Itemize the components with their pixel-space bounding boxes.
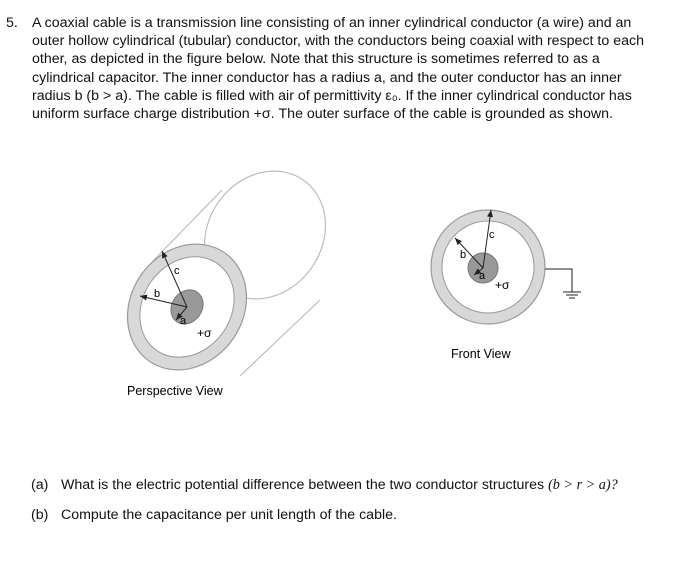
problem-line: radius b (b > a). The cable is filled with air of permittivity ε₀. If the inner cylindrical conductor has <box>32 87 632 104</box>
question-text: What is the electric potential difference between the two conductor structures <box>60 477 545 493</box>
question-text: Compute the capacitance per unit length of the cable. <box>60 507 397 523</box>
problem-line: uniform surface charge distribution +σ. The outer surface of the cable is grounded as shown. <box>32 106 613 123</box>
label-a: a <box>180 315 187 327</box>
ground-wire <box>545 269 572 292</box>
problem-number: 5. <box>6 15 18 31</box>
question-a <box>31 477 618 494</box>
question-label: (b) <box>31 507 49 523</box>
coaxial-cable-figure <box>0 160 700 410</box>
label-b: b <box>460 249 467 261</box>
question-label: (a) <box>31 477 49 493</box>
label-c: c <box>174 265 180 277</box>
front-caption: Front View <box>451 347 511 361</box>
perspective-view <box>103 160 350 398</box>
problem-line: outer hollow cylindrical (tubular) conductor, with the conductors being coaxial with respect to each <box>32 33 644 50</box>
ground-icon <box>563 292 581 298</box>
charge-label: +σ <box>197 326 212 340</box>
label-a: a <box>479 270 486 282</box>
problem-line: A coaxial cable is a transmission line consisting of an inner cylindrical conductor (a wire) and an <box>32 15 632 31</box>
front-view <box>431 210 581 361</box>
problem-line: cylindrical capacitor. The inner conductor has a radius a, and the outer conductor has an inner <box>32 69 622 86</box>
problem-paragraph <box>32 14 682 123</box>
problem-line: other, as depicted in the figure below. Note that this structure is sometimes referred to as a <box>32 51 600 68</box>
question-math: (b > r > a)? <box>548 477 618 493</box>
perspective-caption: Perspective View <box>127 384 223 398</box>
label-c: c <box>489 229 495 241</box>
question-b <box>31 507 397 523</box>
label-b: b <box>154 288 161 300</box>
charge-label: +σ <box>495 278 510 292</box>
